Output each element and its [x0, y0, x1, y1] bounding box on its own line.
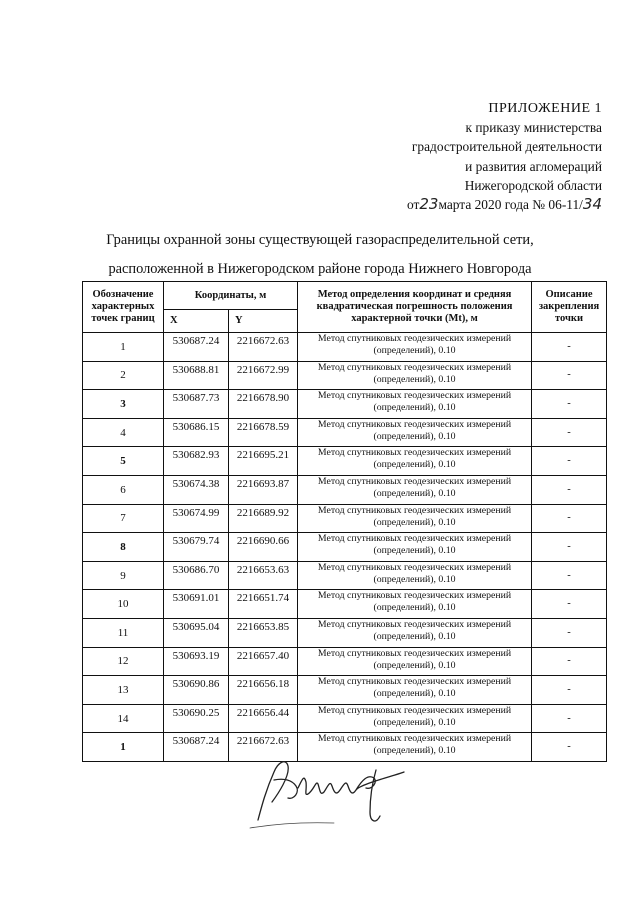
table-row — [83, 333, 607, 362]
point-cell: 10 — [83, 590, 164, 619]
y-coordinate-cell: 2216672.99 — [229, 361, 298, 390]
point-cell: 13 — [83, 676, 164, 705]
x-coordinate-cell: 530691.01 — [164, 590, 229, 619]
point-cell: 3 — [83, 390, 164, 419]
method-cell: Метод спутниковых геодезических измерений (определений), 0.10 — [298, 704, 532, 733]
appendix-line-ministry: градостроительной деятельности — [411, 139, 602, 155]
date-prefix: от — [406, 197, 420, 213]
method-cell: Метод спутниковых геодезических измерений (определений), 0.10 — [298, 418, 532, 447]
point-cell: 9 — [83, 561, 164, 590]
header-y: Y — [229, 310, 298, 333]
table-body — [83, 333, 607, 762]
table-row — [83, 447, 607, 476]
method-cell: Метод спутниковых геодезических измерений (определений), 0.10 — [298, 333, 532, 362]
table-row — [83, 676, 607, 705]
y-coordinate-cell: 2216651.74 — [229, 590, 298, 619]
y-coordinate-cell: 2216653.63 — [229, 561, 298, 590]
description-cell: - — [532, 504, 607, 533]
method-cell: Метод спутниковых геодезических измерений (определений), 0.10 — [298, 676, 532, 705]
point-cell: 2 — [83, 361, 164, 390]
table-row — [83, 475, 607, 504]
description-cell: - — [532, 418, 607, 447]
table-row — [83, 561, 607, 590]
y-coordinate-cell: 2216678.59 — [229, 418, 298, 447]
x-coordinate-cell: 530693.19 — [164, 647, 229, 676]
date-day-handwritten: 23 — [419, 195, 439, 214]
point-cell: 4 — [83, 418, 164, 447]
table-header-row — [83, 282, 607, 310]
point-cell: 8 — [83, 533, 164, 562]
point-cell: 6 — [83, 475, 164, 504]
point-cell: 5 — [83, 447, 164, 476]
method-cell: Метод спутниковых геодезических измерений (определений), 0.10 — [298, 590, 532, 619]
description-cell: - — [532, 676, 607, 705]
x-coordinate-cell: 530687.24 — [164, 733, 229, 762]
method-cell: Метод спутниковых геодезических измерений (определений), 0.10 — [298, 618, 532, 647]
title-line-1: Границы охранной зоны существующей газораспределительной сети, — [106, 232, 534, 248]
x-coordinate-cell: 530695.04 — [164, 618, 229, 647]
header-x: X — [164, 310, 229, 333]
point-cell: 7 — [83, 504, 164, 533]
order-date-line — [407, 195, 602, 214]
description-cell: - — [532, 590, 607, 619]
table-row — [83, 618, 607, 647]
method-cell: Метод спутниковых геодезических измерений (определений), 0.10 — [298, 475, 532, 504]
doc-number-handwritten: 34 — [582, 195, 602, 214]
point-cell: 14 — [83, 704, 164, 733]
description-cell: - — [532, 333, 607, 362]
description-cell: - — [532, 647, 607, 676]
y-coordinate-cell: 2216672.63 — [229, 333, 298, 362]
description-cell: - — [532, 733, 607, 762]
x-coordinate-cell: 530687.73 — [164, 390, 229, 419]
header-point: Обозначение характерных точек границ — [83, 282, 164, 333]
signature — [244, 750, 414, 830]
point-cell: 11 — [83, 618, 164, 647]
method-cell: Метод спутниковых геодезических измерений (определений), 0.10 — [298, 361, 532, 390]
boundary-points-table — [82, 281, 607, 762]
x-coordinate-cell: 530674.38 — [164, 475, 229, 504]
y-coordinate-cell: 2216690.66 — [229, 533, 298, 562]
header-method: Метод определения координат и средняя квадратическая погрешность положения характерной точки (Mt), м — [298, 282, 532, 333]
table-row — [83, 590, 607, 619]
table-row — [83, 361, 607, 390]
x-coordinate-cell: 530686.70 — [164, 561, 229, 590]
header-coordinates: Координаты, м — [164, 282, 298, 310]
x-coordinate-cell: 530688.81 — [164, 361, 229, 390]
appendix-line-region: Нижегородской области — [464, 177, 602, 193]
document-title — [0, 226, 640, 284]
description-cell: - — [532, 361, 607, 390]
description-cell: - — [532, 561, 607, 590]
description-cell: - — [532, 447, 607, 476]
y-coordinate-cell: 2216678.90 — [229, 390, 298, 419]
description-cell: - — [532, 704, 607, 733]
point-cell: 12 — [83, 647, 164, 676]
point-cell: 1 — [83, 733, 164, 762]
appendix-line-order: к приказу министерства — [465, 120, 602, 136]
y-coordinate-cell: 2216656.18 — [229, 676, 298, 705]
method-cell: Метод спутниковых геодезических измерений (определений), 0.10 — [298, 390, 532, 419]
x-coordinate-cell: 530679.74 — [164, 533, 229, 562]
y-coordinate-cell: 2216693.87 — [229, 475, 298, 504]
title-line-2: расположенной в Нижегородском районе города Нижнего Новгорода — [108, 261, 532, 277]
table-row — [83, 418, 607, 447]
table-row — [83, 504, 607, 533]
date-rest: марта 2020 года № 06-11/ — [438, 197, 583, 213]
description-cell: - — [532, 390, 607, 419]
point-cell: 1 — [83, 333, 164, 362]
method-cell: Метод спутниковых геодезических измерений (определений), 0.10 — [298, 447, 532, 476]
y-coordinate-cell: 2216689.92 — [229, 504, 298, 533]
method-cell: Метод спутниковых геодезических измерений (определений), 0.10 — [298, 533, 532, 562]
table-row — [83, 704, 607, 733]
x-coordinate-cell: 530687.24 — [164, 333, 229, 362]
method-cell: Метод спутниковых геодезических измерений (определений), 0.10 — [298, 733, 532, 762]
x-coordinate-cell: 530690.25 — [164, 704, 229, 733]
description-cell: - — [532, 475, 607, 504]
appendix-title: ПРИЛОЖЕНИЕ 1 — [488, 101, 602, 116]
description-cell: - — [532, 533, 607, 562]
table-row — [83, 390, 607, 419]
appendix-header — [407, 99, 602, 214]
y-coordinate-cell: 2216695.21 — [229, 447, 298, 476]
y-coordinate-cell: 2216656.44 — [229, 704, 298, 733]
header-description: Описание закрепления точки — [532, 282, 607, 333]
y-coordinate-cell: 2216672.63 — [229, 733, 298, 762]
x-coordinate-cell: 530690.86 — [164, 676, 229, 705]
x-coordinate-cell: 530682.93 — [164, 447, 229, 476]
x-coordinate-cell: 530686.15 — [164, 418, 229, 447]
method-cell: Метод спутниковых геодезических измерений (определений), 0.10 — [298, 647, 532, 676]
appendix-line-agglomeration: и развития агломераций — [465, 158, 602, 174]
y-coordinate-cell: 2216653.85 — [229, 618, 298, 647]
x-coordinate-cell: 530674.99 — [164, 504, 229, 533]
method-cell: Метод спутниковых геодезических измерений (определений), 0.10 — [298, 504, 532, 533]
table-row — [83, 533, 607, 562]
method-cell: Метод спутниковых геодезических измерений (определений), 0.10 — [298, 561, 532, 590]
table-row — [83, 647, 607, 676]
description-cell: - — [532, 618, 607, 647]
y-coordinate-cell: 2216657.40 — [229, 647, 298, 676]
